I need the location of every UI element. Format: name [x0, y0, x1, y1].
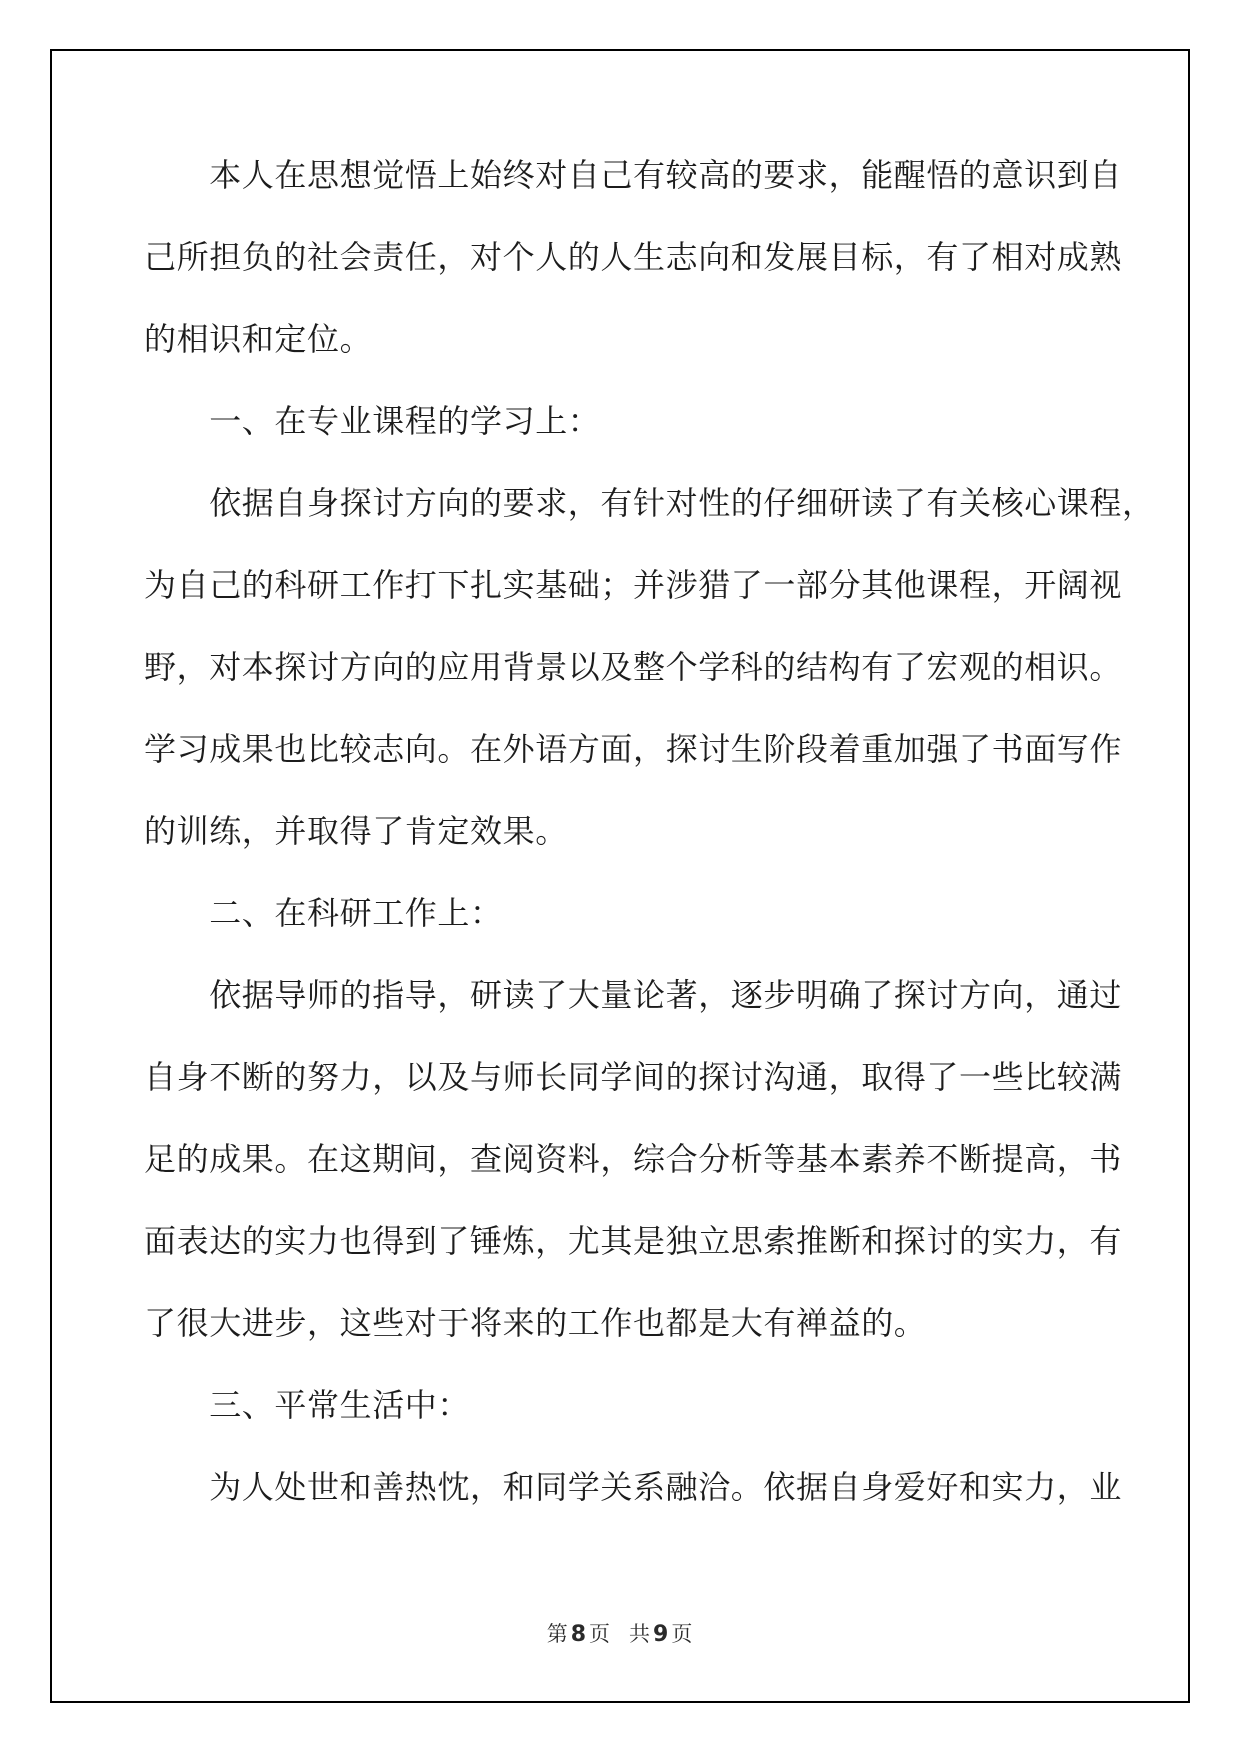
section-heading-2: 二、在科研工作上： [144, 894, 503, 932]
document-body [144, 134, 1155, 1528]
page-footer [50, 1618, 1190, 1648]
total-page-number: 9 [653, 1622, 670, 1647]
text-line: 本人在思想觉悟上始终对自己有较高的要求，能醒悟的意识到自 [144, 156, 1123, 194]
footer-label: 页 [589, 1622, 611, 1646]
text-line: 己所担负的社会责任，对个人的人生志向和发展目标，有了相对成熟 [144, 238, 1123, 276]
text-line: 的相识和定位。 [144, 320, 373, 358]
current-page-number: 8 [570, 1622, 587, 1647]
text-line: 足的成果。在这期间，查阅资料，综合分析等基本素养不断提高，书 [144, 1140, 1123, 1178]
section-heading-1: 一、在专业课程的学习上： [144, 402, 601, 440]
footer-label: 页 [671, 1622, 694, 1646]
text-line: 野，对本探讨方向的应用背景以及整个学科的结构有了宏观的相识。 [144, 648, 1123, 686]
text-line: 为自己的科研工作打下扎实基础；并涉猎了一部分其他课程，开阔视 [144, 566, 1123, 604]
text-line: 自身不断的努力，以及与师长同学间的探讨沟通，取得了一些比较满 [144, 1058, 1123, 1096]
text-line: 的训练，并取得了肯定效果。 [144, 812, 568, 850]
footer-label: 共 [629, 1622, 651, 1646]
text-line: 为人处世和善热忱，和同学关系融洽。依据自身爱好和实力，业 [144, 1468, 1123, 1506]
text-line: 了很大进步，这些对于将来的工作也都是大有褝益的。 [144, 1304, 927, 1342]
text-line: 依据自身探讨方向的要求，有针对性的仔细研读了有关核心课程， [144, 484, 1155, 522]
text-line: 依据导师的指导，研读了大量论著，逐步明确了探讨方向，通过 [144, 976, 1123, 1014]
text-line: 学习成果也比较志向。在外语方面，探讨生阶段着重加强了书面写作 [144, 730, 1123, 768]
footer-label: 第 [546, 1622, 569, 1646]
section-heading-3: 三、平常生活中： [144, 1386, 471, 1424]
text-line: 面表达的实力也得到了锤炼，尤其是独立思索推断和探讨的实力，有 [144, 1222, 1123, 1260]
